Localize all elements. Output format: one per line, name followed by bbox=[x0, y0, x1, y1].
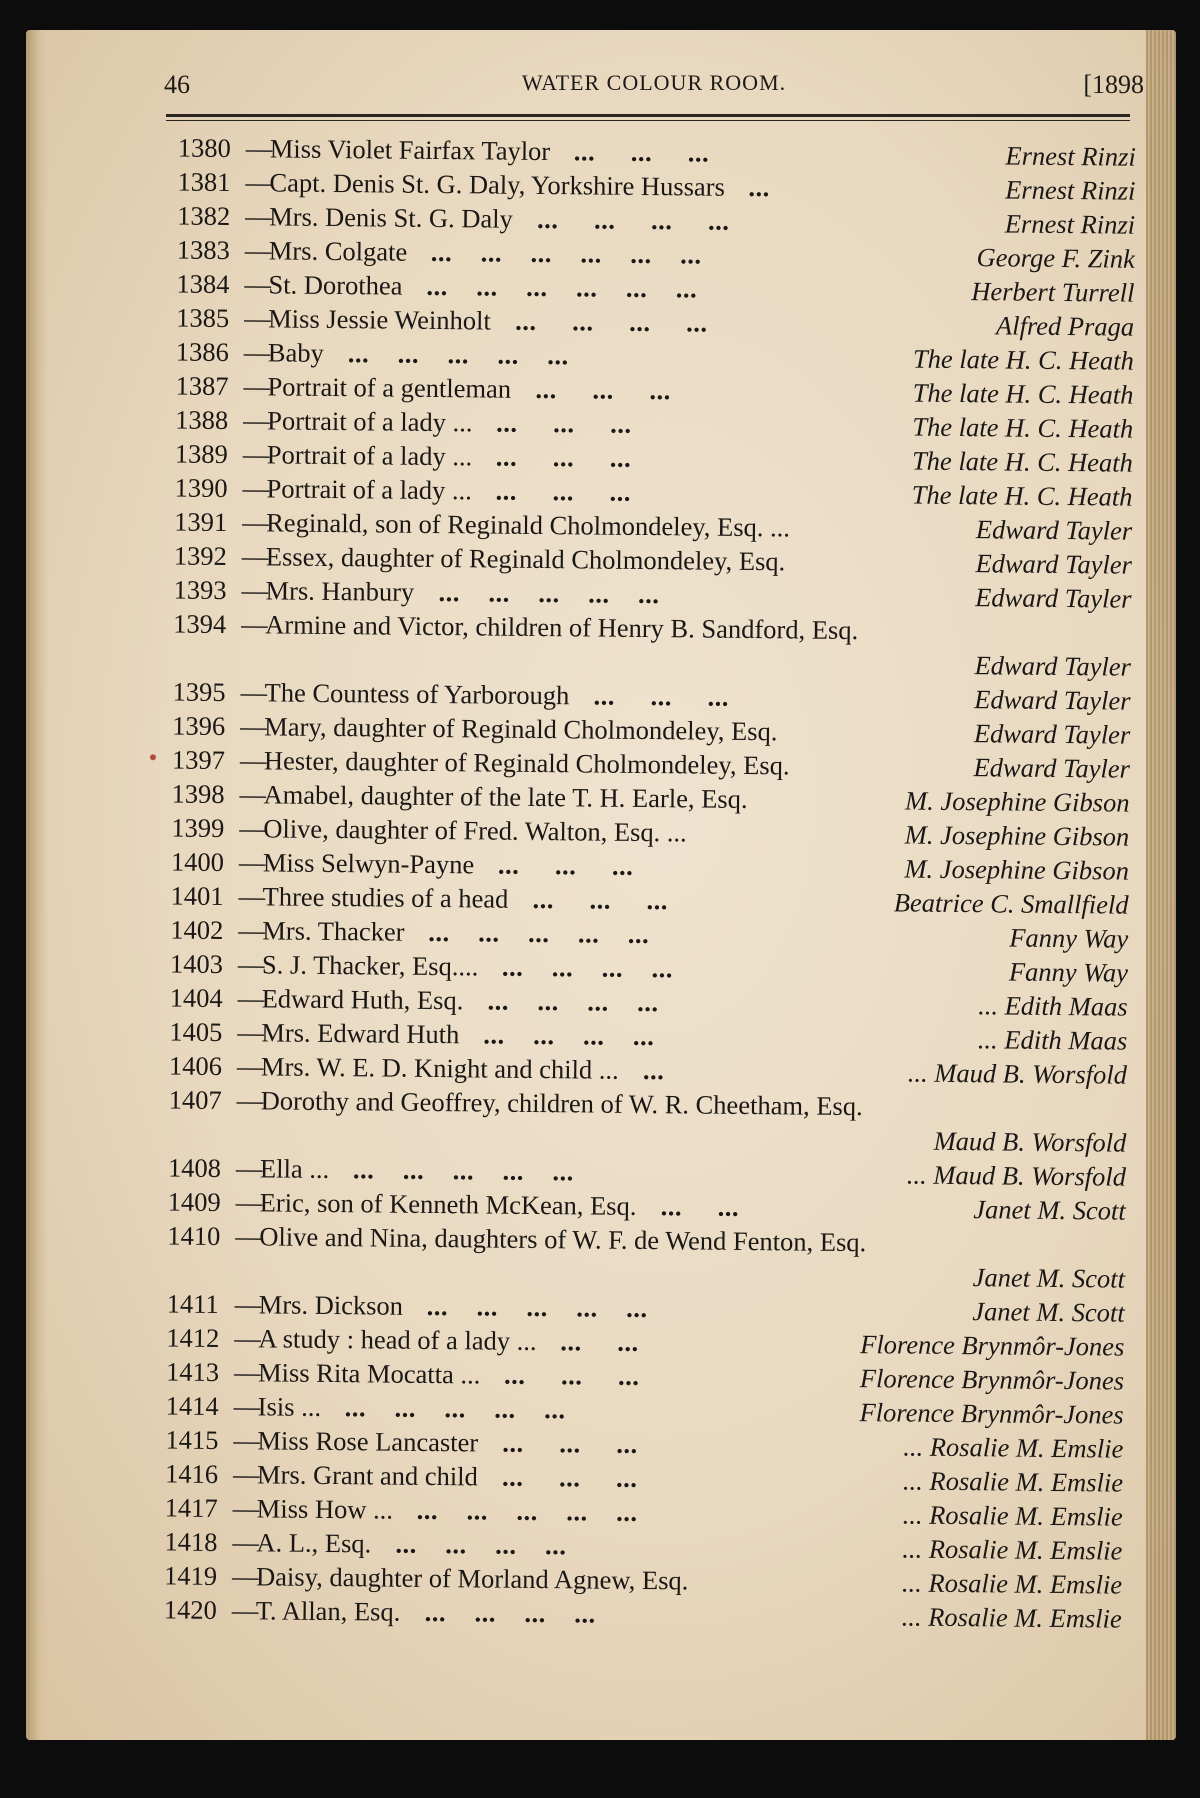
entry-number: 1416 bbox=[164, 1458, 219, 1489]
entry-artist: Beatrice C. Smallfield bbox=[893, 887, 1129, 920]
entry-dash: — bbox=[239, 745, 267, 776]
dot-leader: ... ... ... ... ... bbox=[428, 916, 650, 950]
dot-leader: ... ... ... ... ... bbox=[347, 338, 569, 371]
entry-artist: Janet M. Scott bbox=[972, 1296, 1125, 1328]
entry-artist: Florence Brynmôr-Jones bbox=[859, 1397, 1124, 1430]
entry-title: Mrs. Denis St. G. Daly bbox=[269, 201, 513, 234]
entry-title: Armine and Victor, children of Henry B. Sandford, Esq. bbox=[265, 609, 859, 646]
dot-leader: ... ... ... ... ... ... bbox=[426, 270, 698, 304]
entry-number: 1396 bbox=[172, 710, 226, 741]
entry-title: Miss Rose Lancaster bbox=[257, 1425, 479, 1458]
entry-title: Mrs. Hanbury bbox=[265, 575, 415, 607]
entry-artist: ... Edith Maas bbox=[977, 1024, 1128, 1056]
entry-number: 1410 bbox=[167, 1220, 221, 1251]
entry-artist: Edward Tayler bbox=[975, 582, 1132, 614]
entry-title: Olive and Nina, daughters of W. F. de Wend Fenton, Esq. bbox=[259, 1221, 867, 1258]
entry-title: Miss How ... bbox=[256, 1493, 394, 1525]
entry-artist: Herbert Turrell bbox=[971, 276, 1135, 308]
entry-number: 1381 bbox=[177, 166, 231, 198]
entry-title: Capt. Denis St. G. Daly, Yorkshire Hussars bbox=[269, 167, 726, 202]
entry-dash: — bbox=[231, 1595, 259, 1626]
entry-title: Daisy, daughter of Morland Agnew, Esq. bbox=[255, 1561, 689, 1596]
entry-number: 1386 bbox=[175, 336, 229, 367]
dot-leader: ... ... ... bbox=[535, 373, 672, 406]
entry-number: 1388 bbox=[175, 404, 229, 435]
catalogue-list bbox=[112, 128, 1136, 1634]
entry-number: 1394 bbox=[173, 608, 227, 639]
margin-mark bbox=[150, 754, 156, 760]
page-number: 46 bbox=[164, 70, 190, 99]
entry-number: 1417 bbox=[164, 1492, 218, 1523]
entry-dash: — bbox=[238, 915, 265, 946]
entry-dash: — bbox=[237, 983, 265, 1014]
entry-number: 1402 bbox=[170, 914, 224, 945]
entry-number: 1382 bbox=[177, 200, 231, 232]
entry-number: 1405 bbox=[169, 1016, 223, 1047]
entry-number: 1403 bbox=[169, 948, 224, 979]
entry-dash: — bbox=[238, 881, 266, 912]
dot-leader: ... ... ... bbox=[532, 883, 669, 916]
dot-leader: ... ... ... ... bbox=[483, 1019, 655, 1052]
entry-title: The Countess of Yarborough bbox=[264, 677, 570, 711]
entry-title: Miss Violet Fairfax Taylor bbox=[269, 133, 551, 167]
entry-number: 1419 bbox=[163, 1560, 218, 1591]
entry-number: 1413 bbox=[165, 1356, 220, 1387]
dot-leader: ... ... ... bbox=[573, 136, 710, 168]
dot-leader: ... ... ... ... bbox=[515, 305, 708, 338]
entry-dash: — bbox=[240, 677, 268, 708]
entry-title: Portrait of a lady ... bbox=[267, 405, 473, 438]
entry-title: Miss Selwyn-Payne bbox=[262, 847, 475, 880]
entry-title: Portrait of a gentleman bbox=[267, 371, 512, 404]
entry-dash: — bbox=[236, 1085, 264, 1116]
entry-dash: — bbox=[237, 949, 265, 980]
entry-artist: Ernest Rinzi bbox=[1004, 208, 1136, 240]
entry-artist: M. Josephine Gibson bbox=[904, 853, 1130, 886]
header-rule bbox=[166, 114, 1130, 117]
entry-number: 1404 bbox=[169, 982, 223, 1013]
entry-number: 1383 bbox=[176, 234, 230, 266]
entry-dash: — bbox=[239, 813, 266, 844]
entry-number: 1387 bbox=[175, 370, 229, 401]
entry-number: 1391 bbox=[174, 506, 228, 537]
entry-artist: Ernest Rinzi bbox=[1005, 140, 1136, 172]
entry-artist: M. Josephine Gibson bbox=[904, 819, 1130, 852]
entry-number: 1400 bbox=[170, 846, 225, 877]
entry-artist: Janet M. Scott bbox=[973, 1194, 1126, 1226]
entry-dash: — bbox=[235, 1187, 263, 1218]
entry-number: 1390 bbox=[174, 472, 228, 503]
entry-artist: Alfred Praga bbox=[995, 310, 1135, 342]
entry-artist: Edward Tayler bbox=[975, 548, 1132, 580]
dot-leader: ... bbox=[642, 1055, 665, 1086]
entry-artist: Fanny Way bbox=[1008, 956, 1129, 988]
entry-artist: ... Edith Maas bbox=[978, 990, 1128, 1022]
entry-dash: — bbox=[241, 609, 268, 640]
entry-artist: Florence Brynmôr-Jones bbox=[859, 1363, 1125, 1396]
entry-title: Dorothy and Geoffrey, children of W. R. Cheetham, Esq. bbox=[260, 1085, 863, 1122]
entry-title: Hester, daughter of Reginald Cholmondeley, Esq. bbox=[263, 745, 790, 781]
entry-title: Mrs. Colgate bbox=[268, 235, 408, 267]
page-title: WATER COLOUR ROOM. bbox=[521, 70, 787, 95]
entry-title: Mrs. W. E. D. Knight and child ... bbox=[260, 1051, 619, 1085]
entry-title: Amabel, daughter of the late T. H. Earle, Esq. bbox=[263, 779, 748, 814]
entry-title: Eric, son of Kenneth McKean, Esq. bbox=[259, 1187, 637, 1221]
entry-title: Olive, daughter of Fred. Walton, Esq. ... bbox=[263, 813, 687, 848]
dot-leader: ... ... ... bbox=[503, 1359, 640, 1391]
entry-number: 1414 bbox=[165, 1390, 219, 1421]
entry-dash: — bbox=[243, 337, 271, 368]
entry-artist: Florence Brynmôr-Jones bbox=[860, 1329, 1125, 1362]
entry-dash: — bbox=[234, 1323, 262, 1354]
dot-leader: ... ... ... bbox=[495, 441, 632, 473]
entry-title: Ella ... bbox=[259, 1153, 330, 1184]
entry-artist: George F. Zink bbox=[976, 242, 1135, 274]
entry-number: 1392 bbox=[173, 540, 228, 571]
entry-artist: The late H. C. Heath bbox=[912, 377, 1134, 410]
page-gutter bbox=[26, 30, 48, 1740]
catalogue-entry bbox=[121, 604, 1132, 682]
entry-number: 1393 bbox=[173, 574, 227, 605]
entry-dash: — bbox=[232, 1459, 260, 1490]
entry-artist: ... Rosalie M. Emslie bbox=[901, 1601, 1122, 1634]
entry-number: 1384 bbox=[176, 268, 230, 300]
entry-title: Mrs. Thacker bbox=[262, 915, 405, 947]
entry-number: 1385 bbox=[176, 302, 230, 333]
entry-dash: — bbox=[245, 201, 272, 232]
entry-number: 1406 bbox=[168, 1050, 223, 1081]
entry-dash: — bbox=[244, 269, 272, 300]
dot-leader: ... ... ... ... bbox=[487, 985, 659, 1018]
entry-dash: — bbox=[231, 1561, 259, 1592]
dot-leader: ... ... ... bbox=[593, 680, 730, 712]
entry-number: 1395 bbox=[172, 676, 226, 707]
dot-leader: ... ... ... ... ... bbox=[426, 1290, 648, 1324]
page-year: [1898 bbox=[1083, 70, 1144, 99]
entry-title: Isis ... bbox=[257, 1391, 322, 1422]
dot-leader: ... ... ... ... bbox=[537, 203, 730, 236]
entry-artist: ... Rosalie M. Emslie bbox=[903, 1431, 1124, 1464]
entry-title: Miss Rita Mocatta ... bbox=[257, 1357, 481, 1390]
dot-leader: ... ... ... bbox=[497, 849, 634, 881]
page-edges bbox=[1146, 30, 1176, 1740]
entry-title: Miss Jessie Weinholt bbox=[268, 303, 491, 336]
dot-leader: ... ... ... ... ... bbox=[416, 1494, 638, 1527]
entry-title: Portrait of a lady ... bbox=[266, 439, 473, 472]
entry-artist: ... Rosalie M. Emslie bbox=[902, 1499, 1123, 1532]
entry-artist: The late H. C. Heath bbox=[911, 445, 1133, 478]
entry-artist: The late H. C. Heath bbox=[912, 343, 1134, 376]
entry-dash: — bbox=[245, 167, 273, 198]
entry-dash: — bbox=[242, 473, 270, 504]
dot-leader: ... ... ... ... bbox=[395, 1528, 567, 1561]
entry-title: A. L., Esq. bbox=[256, 1527, 372, 1559]
entry-artist: ... Maud B. Worsfold bbox=[907, 1057, 1128, 1090]
entry-number: 1397 bbox=[171, 744, 226, 775]
entry-title: S. J. Thacker, Esq.... bbox=[261, 949, 479, 982]
dot-leader: ... ... bbox=[560, 1326, 639, 1357]
entry-number: 1420 bbox=[163, 1594, 217, 1625]
entry-number: 1415 bbox=[165, 1424, 219, 1455]
entry-number: 1411 bbox=[166, 1288, 219, 1319]
dot-leader: ... ... ... ... bbox=[424, 1596, 596, 1629]
entry-artist: Edward Tayler bbox=[973, 718, 1131, 750]
dot-leader: ... ... ... ... bbox=[501, 951, 674, 984]
entry-artist: ... Rosalie M. Emslie bbox=[901, 1567, 1123, 1600]
entry-dash: — bbox=[244, 235, 272, 266]
entry-title: Edward Huth, Esq. bbox=[261, 983, 464, 1016]
entry-dash: — bbox=[240, 711, 267, 742]
entry-artist: Ernest Rinzi bbox=[1005, 174, 1136, 206]
dot-leader: ... ... ... bbox=[495, 475, 632, 507]
entry-title: Mrs. Edward Huth bbox=[261, 1017, 460, 1050]
entry-dash: — bbox=[241, 575, 269, 606]
entry-dash: — bbox=[235, 1153, 263, 1184]
dot-leader: ... ... bbox=[660, 1191, 740, 1222]
dot-leader: ... ... ... bbox=[502, 1427, 638, 1459]
entry-artist: M. Josephine Gibson bbox=[904, 785, 1130, 818]
entry-number: 1418 bbox=[164, 1526, 218, 1557]
entry-number: 1407 bbox=[168, 1084, 222, 1115]
entry-number: 1409 bbox=[167, 1186, 221, 1217]
entry-artist: Janet M. Scott bbox=[972, 1262, 1126, 1294]
entry-dash: — bbox=[243, 371, 271, 402]
entry-title: Portrait of a lady ... bbox=[266, 473, 473, 506]
entry-number: 1408 bbox=[167, 1152, 222, 1183]
entry-title: Mrs. Dickson bbox=[258, 1289, 404, 1321]
header-rule-thin bbox=[166, 120, 1130, 121]
dot-leader: ... ... ... ... ... bbox=[352, 1154, 575, 1187]
dot-leader: ... ... ... bbox=[496, 407, 632, 439]
entry-dash: — bbox=[237, 1017, 264, 1048]
entry-dash: — bbox=[242, 439, 270, 470]
entry-dash: — bbox=[242, 507, 269, 538]
entry-number: 1398 bbox=[171, 778, 225, 809]
entry-dash: — bbox=[236, 1051, 264, 1082]
entry-dash: — bbox=[232, 1527, 260, 1558]
entry-dash: — bbox=[241, 541, 269, 572]
entry-title: Baby bbox=[267, 337, 324, 368]
entry-dash: — bbox=[233, 1425, 261, 1456]
catalogue-entry bbox=[115, 1216, 1126, 1294]
entry-dash: — bbox=[243, 405, 270, 436]
entry-artist: The late H. C. Heath bbox=[911, 479, 1133, 512]
entry-artist: Maud B. Worsfold bbox=[933, 1125, 1127, 1158]
entry-artist: Fanny Way bbox=[1009, 922, 1129, 954]
running-header bbox=[164, 70, 1144, 110]
entry-artist: ... Maud B. Worsfold bbox=[906, 1159, 1127, 1192]
entry-artist: The late H. C. Heath bbox=[912, 411, 1134, 444]
entry-number: 1389 bbox=[174, 438, 229, 469]
entry-dash: — bbox=[245, 133, 273, 164]
entry-title: A study : head of a lady ... bbox=[258, 1323, 537, 1356]
entry-artist: Edward Tayler bbox=[974, 650, 1132, 682]
entry-title: Mrs. Grant and child bbox=[256, 1459, 479, 1492]
entry-title: Essex, daughter of Reginald Cholmondeley, Esq. bbox=[265, 541, 786, 577]
entry-artist: ... Rosalie M. Emslie bbox=[902, 1533, 1123, 1566]
entry-title: T. Allan, Esq. bbox=[255, 1595, 401, 1627]
entry-dash: — bbox=[232, 1493, 260, 1524]
entry-number: 1399 bbox=[171, 812, 225, 843]
entry-dash: — bbox=[233, 1391, 261, 1422]
entry-title: Three studies of a head bbox=[262, 881, 509, 914]
entry-artist: ... Rosalie M. Emslie bbox=[902, 1465, 1124, 1498]
dot-leader: ... ... ... ... ... bbox=[344, 1392, 566, 1425]
entry-dash: — bbox=[235, 1221, 263, 1252]
entry-number: 1380 bbox=[177, 132, 231, 164]
catalogue-entry bbox=[116, 1080, 1127, 1158]
entry-number: 1412 bbox=[166, 1322, 220, 1353]
book-page bbox=[26, 30, 1176, 1740]
entry-dash: — bbox=[244, 303, 271, 334]
entry-dash: — bbox=[239, 779, 267, 810]
entry-dash: — bbox=[234, 1289, 262, 1320]
dot-leader: ... bbox=[748, 171, 770, 203]
entry-artist: Edward Tayler bbox=[973, 752, 1131, 784]
dot-leader: ... ... ... bbox=[501, 1461, 638, 1493]
dot-leader: ... ... ... ... ... ... bbox=[430, 236, 702, 270]
entry-dash: — bbox=[233, 1357, 261, 1388]
entry-artist: Edward Tayler bbox=[974, 684, 1131, 716]
entry-artist: Edward Tayler bbox=[975, 514, 1133, 546]
entry-title: Mary, daughter of Reginald Cholmondeley, Esq. bbox=[264, 711, 778, 747]
entry-number: 1401 bbox=[170, 880, 224, 911]
entry-dash: — bbox=[238, 847, 266, 878]
entry-title: Reginald, son of Reginald Cholmondeley, Esq. ... bbox=[266, 507, 791, 543]
entry-title: St. Dorothea bbox=[268, 269, 403, 301]
dot-leader: ... ... ... ... ... bbox=[438, 577, 660, 610]
